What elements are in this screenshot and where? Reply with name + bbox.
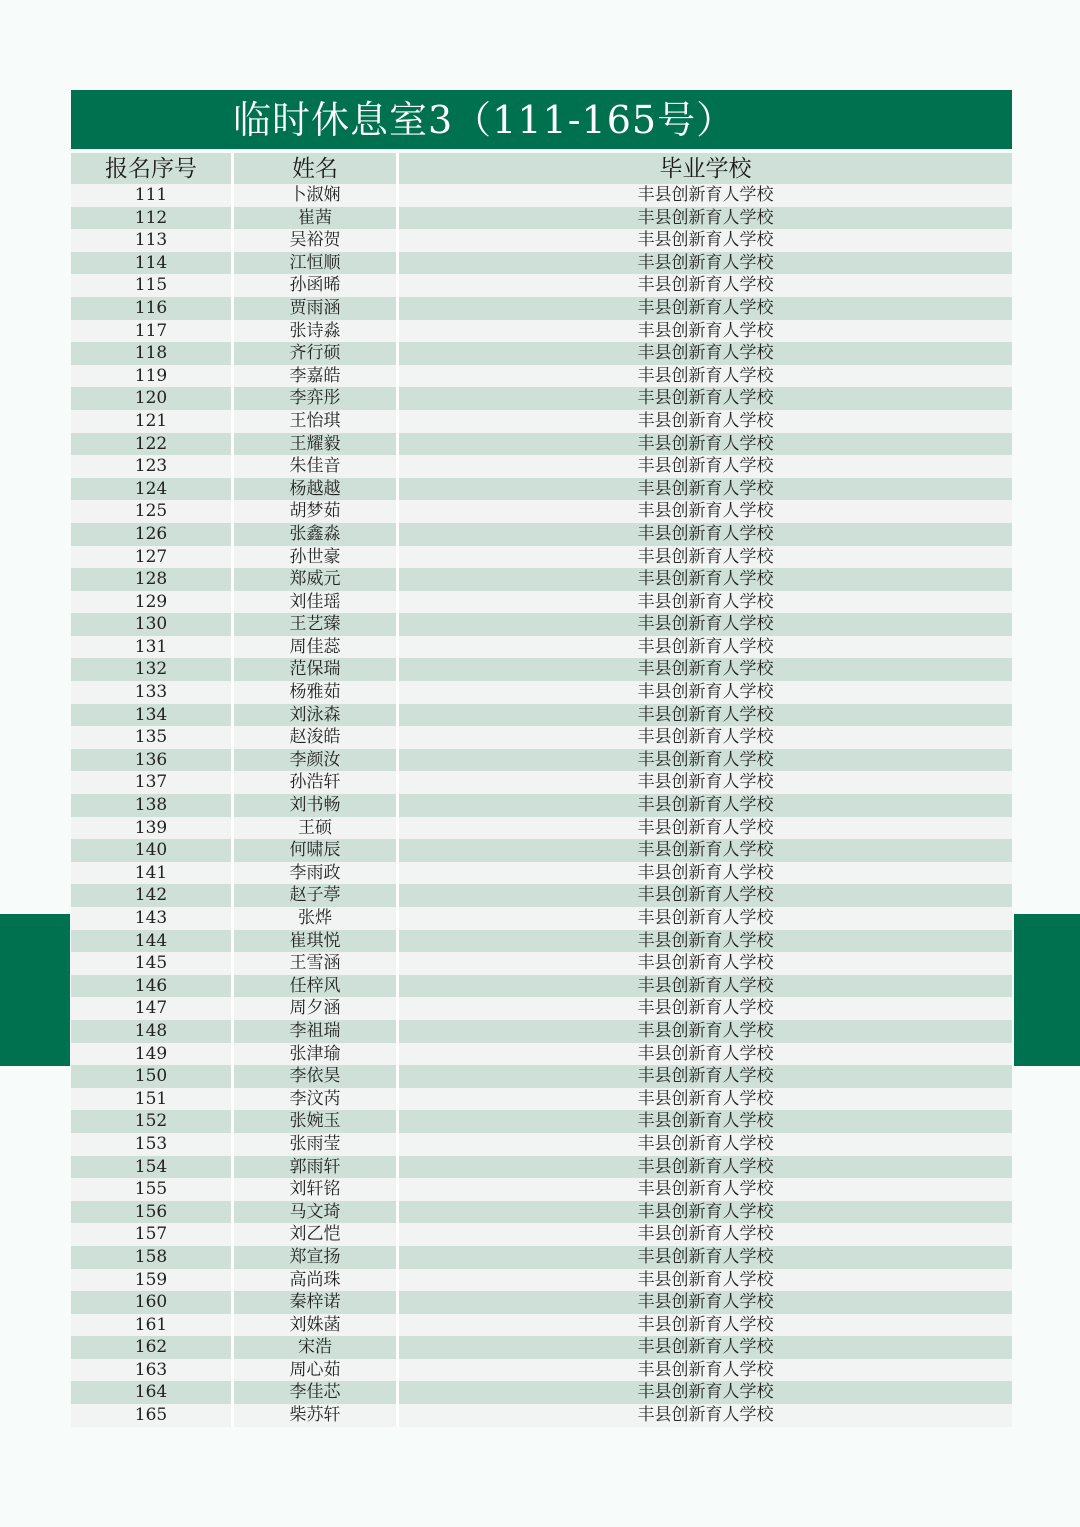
cell-id: 122 <box>71 433 234 456</box>
cell-name: 任梓风 <box>234 975 399 998</box>
cell-school: 丰县创新育人学校 <box>637 320 774 341</box>
table-row <box>71 410 1012 433</box>
cell-name: 张鑫淼 <box>234 523 399 546</box>
table-row <box>71 749 1012 772</box>
cell-name: 胡梦茹 <box>234 500 399 523</box>
cell-name: 何啸辰 <box>234 839 399 862</box>
cell-school: 丰县创新育人学校 <box>637 1201 774 1222</box>
table-row <box>71 1020 1012 1043</box>
cell-id: 160 <box>71 1291 234 1314</box>
cell-id: 156 <box>71 1201 234 1224</box>
cell-name: 郑宣扬 <box>234 1246 399 1269</box>
cell-school: 丰县创新育人学校 <box>637 704 774 725</box>
cell-name: 孙世豪 <box>234 546 399 569</box>
table-row <box>71 1065 1012 1088</box>
table-row <box>71 433 1012 456</box>
cell-name: 李颜汝 <box>234 749 399 772</box>
table-row <box>71 252 1012 275</box>
cell-school: 丰县创新育人学校 <box>637 230 774 251</box>
cell-name: 周佳蕊 <box>234 636 399 659</box>
cell-name: 崔茜 <box>234 207 399 230</box>
cell-name: 李弈彤 <box>234 387 399 410</box>
table-row <box>71 726 1012 749</box>
table-row <box>71 658 1012 681</box>
cell-name: 朱佳音 <box>234 455 399 478</box>
cell-name: 李汶芮 <box>234 1088 399 1111</box>
cell-school: 丰县创新育人学校 <box>637 1020 774 1041</box>
cell-school: 丰县创新育人学校 <box>637 591 774 612</box>
cell-name: 郭雨轩 <box>234 1156 399 1179</box>
cell-school: 丰县创新育人学校 <box>637 433 774 454</box>
cell-name: 王硕 <box>234 817 399 840</box>
cell-school: 丰县创新育人学校 <box>637 1314 774 1335</box>
cell-school: 丰县创新育人学校 <box>637 930 774 951</box>
cell-id: 147 <box>71 997 234 1020</box>
cell-id: 153 <box>71 1133 234 1156</box>
cell-name: 李雨政 <box>234 862 399 885</box>
cell-name: 刘轩铭 <box>234 1178 399 1201</box>
cell-school: 丰县创新育人学校 <box>637 365 774 386</box>
cell-id: 129 <box>71 591 234 614</box>
cell-school: 丰县创新育人学校 <box>637 614 774 635</box>
cell-name: 王耀毅 <box>234 433 399 456</box>
table-row <box>71 884 1012 907</box>
cell-school: 丰县创新育人学校 <box>637 817 774 838</box>
cell-school: 丰县创新育人学校 <box>637 998 774 1019</box>
cell-name: 张诗淼 <box>234 320 399 343</box>
table-row <box>71 523 1012 546</box>
cell-id: 161 <box>71 1314 234 1337</box>
header-id: 报名序号 <box>71 153 234 184</box>
cell-id: 136 <box>71 749 234 772</box>
table-row <box>71 478 1012 501</box>
cell-school: 丰县创新育人学校 <box>637 636 774 657</box>
cell-name: 郑威元 <box>234 568 399 591</box>
right-decor-band <box>1014 914 1080 1066</box>
table-row <box>71 1314 1012 1337</box>
cell-id: 116 <box>71 297 234 320</box>
cell-id: 141 <box>71 862 234 885</box>
table-row <box>71 229 1012 252</box>
cell-name: 刘泳森 <box>234 704 399 727</box>
cell-id: 140 <box>71 839 234 862</box>
table-row <box>71 613 1012 636</box>
cell-school: 丰县创新育人学校 <box>637 252 774 273</box>
table-row <box>71 297 1012 320</box>
table-row <box>71 320 1012 343</box>
cell-id: 111 <box>71 184 234 207</box>
table-row <box>71 1110 1012 1133</box>
cell-id: 155 <box>71 1178 234 1201</box>
cell-id: 121 <box>71 410 234 433</box>
table-row <box>71 771 1012 794</box>
cell-id: 125 <box>71 500 234 523</box>
cell-name: 赵浚皓 <box>234 726 399 749</box>
cell-id: 165 <box>71 1404 234 1427</box>
table-row <box>71 997 1012 1020</box>
cell-name: 赵子葶 <box>234 884 399 907</box>
table-row <box>71 952 1012 975</box>
table-row <box>71 1178 1012 1201</box>
table-row <box>71 207 1012 230</box>
table-row <box>71 975 1012 998</box>
cell-id: 150 <box>71 1065 234 1088</box>
cell-school: 丰县创新育人学校 <box>637 862 774 883</box>
cell-school: 丰县创新育人学校 <box>637 1382 774 1403</box>
cell-name: 张津瑜 <box>234 1043 399 1066</box>
cell-id: 137 <box>71 771 234 794</box>
table-row <box>71 1156 1012 1179</box>
cell-name: 张婉玉 <box>234 1110 399 1133</box>
cell-name: 柴苏轩 <box>234 1404 399 1427</box>
cell-id: 157 <box>71 1223 234 1246</box>
cell-name: 刘姝菡 <box>234 1314 399 1337</box>
cell-school: 丰县创新育人学校 <box>637 772 774 793</box>
header-name: 姓名 <box>234 153 399 184</box>
cell-id: 126 <box>71 523 234 546</box>
table-row <box>71 1133 1012 1156</box>
cell-school: 丰县创新育人学校 <box>637 682 774 703</box>
cell-name: 范保瑞 <box>234 658 399 681</box>
cell-id: 146 <box>71 975 234 998</box>
cell-school: 丰县创新育人学校 <box>637 953 774 974</box>
cell-name: 秦梓诺 <box>234 1291 399 1314</box>
cell-id: 138 <box>71 794 234 817</box>
cell-school: 丰县创新育人学校 <box>637 1043 774 1064</box>
table-row <box>71 704 1012 727</box>
table-row <box>71 455 1012 478</box>
cell-id: 145 <box>71 952 234 975</box>
left-decor-band <box>0 914 70 1066</box>
cell-id: 134 <box>71 704 234 727</box>
cell-id: 148 <box>71 1020 234 1043</box>
table-row <box>71 568 1012 591</box>
table-row <box>71 342 1012 365</box>
table-row <box>71 681 1012 704</box>
cell-id: 113 <box>71 229 234 252</box>
cell-name: 高尚珠 <box>234 1269 399 1292</box>
cell-id: 124 <box>71 478 234 501</box>
table-row <box>71 546 1012 569</box>
header-school: 毕业学校 <box>659 156 752 182</box>
table-row <box>71 1336 1012 1359</box>
cell-name: 齐行硕 <box>234 342 399 365</box>
table-row <box>71 1043 1012 1066</box>
cell-name: 刘乙恺 <box>234 1223 399 1246</box>
cell-name: 刘佳瑶 <box>234 591 399 614</box>
cell-name: 周心茹 <box>234 1359 399 1382</box>
table-row <box>71 184 1012 207</box>
cell-id: 115 <box>71 274 234 297</box>
cell-school: 丰县创新育人学校 <box>637 840 774 861</box>
cell-school: 丰县创新育人学校 <box>637 727 774 748</box>
table-row <box>71 1359 1012 1382</box>
cell-name: 孙浩轩 <box>234 771 399 794</box>
table-row <box>71 1269 1012 1292</box>
cell-school: 丰县创新育人学校 <box>637 795 774 816</box>
cell-id: 159 <box>71 1269 234 1292</box>
cell-id: 133 <box>71 681 234 704</box>
cell-name: 宋浩 <box>234 1336 399 1359</box>
cell-name: 吴裕贺 <box>234 229 399 252</box>
table-row <box>71 1381 1012 1404</box>
cell-id: 135 <box>71 726 234 749</box>
cell-id: 127 <box>71 546 234 569</box>
cell-id: 114 <box>71 252 234 275</box>
cell-name: 崔琪悦 <box>234 930 399 953</box>
cell-school: 丰县创新育人学校 <box>637 410 774 431</box>
page-title: 临时休息室3（111-165号） <box>233 98 736 142</box>
cell-id: 149 <box>71 1043 234 1066</box>
table-row <box>71 500 1012 523</box>
cell-name: 孙函晞 <box>234 274 399 297</box>
cell-id: 130 <box>71 613 234 636</box>
table-row <box>71 907 1012 930</box>
cell-school: 丰县创新育人学校 <box>637 1133 774 1154</box>
cell-name: 杨雅茹 <box>234 681 399 704</box>
cell-id: 143 <box>71 907 234 930</box>
cell-id: 154 <box>71 1156 234 1179</box>
cell-id: 128 <box>71 568 234 591</box>
table-row <box>71 636 1012 659</box>
table-row <box>71 365 1012 388</box>
cell-id: 112 <box>71 207 234 230</box>
table-row <box>71 794 1012 817</box>
cell-school: 丰县创新育人学校 <box>637 975 774 996</box>
table-row <box>71 1088 1012 1111</box>
cell-school: 丰县创新育人学校 <box>637 908 774 928</box>
table-row <box>71 817 1012 840</box>
cell-id: 131 <box>71 636 234 659</box>
table-row <box>71 387 1012 410</box>
cell-id: 158 <box>71 1246 234 1269</box>
cell-school: 丰县创新育人学校 <box>637 1179 774 1200</box>
cell-school: 丰县创新育人学校 <box>637 885 774 906</box>
table-row <box>71 591 1012 614</box>
cell-name: 江恒顺 <box>234 252 399 275</box>
cell-name: 卜淑娴 <box>234 184 399 207</box>
cell-id: 151 <box>71 1088 234 1111</box>
table-header <box>71 153 1012 184</box>
cell-school: 丰县创新育人学校 <box>637 343 774 364</box>
cell-school: 丰县创新育人学校 <box>637 659 774 680</box>
seating-table <box>71 153 1012 1427</box>
cell-school: 丰县创新育人学校 <box>637 1337 774 1358</box>
cell-id: 163 <box>71 1359 234 1382</box>
cell-school: 丰县创新育人学校 <box>637 456 774 477</box>
cell-school: 丰县创新育人学校 <box>637 523 774 544</box>
cell-id: 144 <box>71 930 234 953</box>
cell-school: 丰县创新育人学校 <box>637 185 774 205</box>
cell-name: 周夕涵 <box>234 997 399 1020</box>
cell-school: 丰县创新育人学校 <box>637 1111 774 1132</box>
cell-id: 139 <box>71 817 234 840</box>
cell-school: 丰县创新育人学校 <box>637 388 774 409</box>
table-row <box>71 1201 1012 1224</box>
cell-id: 120 <box>71 387 234 410</box>
table-row <box>71 1404 1012 1427</box>
cell-name: 王怡琪 <box>234 410 399 433</box>
cell-id: 142 <box>71 884 234 907</box>
cell-school: 丰县创新育人学校 <box>637 501 774 522</box>
table-row <box>71 862 1012 885</box>
cell-school: 丰县创新育人学校 <box>637 546 774 567</box>
table-body <box>71 184 1012 1427</box>
table-row <box>71 274 1012 297</box>
cell-name: 李嘉皓 <box>234 365 399 388</box>
cell-name: 王艺臻 <box>234 613 399 636</box>
title-bar <box>71 90 1012 149</box>
table-row <box>71 839 1012 862</box>
cell-school: 丰县创新育人学校 <box>637 1405 774 1426</box>
cell-name: 贾雨涵 <box>234 297 399 320</box>
cell-school: 丰县创新育人学校 <box>637 275 774 296</box>
cell-name: 马文琦 <box>234 1201 399 1224</box>
cell-school: 丰县创新育人学校 <box>637 1359 774 1380</box>
cell-id: 132 <box>71 658 234 681</box>
cell-name: 李依昊 <box>234 1065 399 1088</box>
cell-name: 李佳芯 <box>234 1381 399 1404</box>
cell-id: 164 <box>71 1381 234 1404</box>
cell-id: 162 <box>71 1336 234 1359</box>
table-row <box>71 1291 1012 1314</box>
cell-school: 丰县创新育人学校 <box>637 207 774 228</box>
cell-school: 丰县创新育人学校 <box>637 1156 774 1177</box>
cell-id: 123 <box>71 455 234 478</box>
cell-school: 丰县创新育人学校 <box>637 1066 774 1087</box>
cell-name: 张烨 <box>234 907 399 930</box>
table-row <box>71 1223 1012 1246</box>
table-row <box>71 1246 1012 1269</box>
cell-name: 杨越越 <box>234 478 399 501</box>
cell-name: 王雪涵 <box>234 952 399 975</box>
cell-school: 丰县创新育人学校 <box>637 1269 774 1290</box>
cell-school: 丰县创新育人学校 <box>637 1292 774 1313</box>
cell-school: 丰县创新育人学校 <box>637 569 774 590</box>
cell-name: 张雨莹 <box>234 1133 399 1156</box>
cell-id: 118 <box>71 342 234 365</box>
table-row <box>71 930 1012 953</box>
cell-name: 李祖瑞 <box>234 1020 399 1043</box>
cell-id: 117 <box>71 320 234 343</box>
cell-name: 刘书畅 <box>234 794 399 817</box>
cell-school: 丰县创新育人学校 <box>637 1246 774 1267</box>
cell-school: 丰县创新育人学校 <box>637 749 774 770</box>
cell-school: 丰县创新育人学校 <box>637 297 774 318</box>
cell-school: 丰县创新育人学校 <box>637 1224 774 1245</box>
cell-id: 119 <box>71 365 234 388</box>
cell-id: 152 <box>71 1110 234 1133</box>
cell-school: 丰县创新育人学校 <box>637 1088 774 1109</box>
cell-school: 丰县创新育人学校 <box>637 478 774 499</box>
